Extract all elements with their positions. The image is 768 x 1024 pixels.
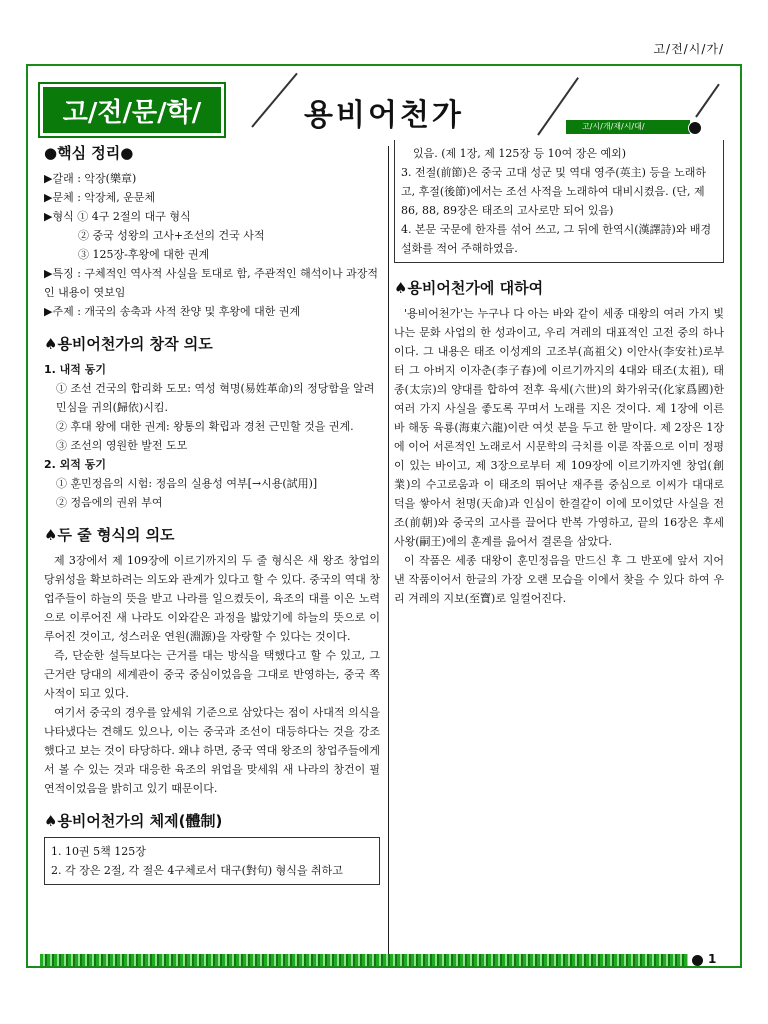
list-item: 4. 본문 국문에 한자를 섞어 쓰고, 그 뒤에 한역시(漢譯詩)와 배경 설화를 적어 주해하였음. [401, 223, 712, 255]
list-item: ▶형식 ① 4구 2절의 대구 형식 [44, 210, 191, 223]
list-item: ② 정음에의 권위 부여 [56, 496, 163, 509]
bullet-dot-icon [688, 121, 702, 135]
list-item: ③ 조선의 영원한 발전 도모 [56, 439, 188, 452]
category-label: 고/전/문/학/ [40, 84, 224, 136]
page-number: 1 [708, 952, 717, 966]
list-item: ③ 125장-후왕에 대한 권계 [78, 248, 210, 261]
list-item: ② 중국 성왕의 고사+조선의 건국 사적 [78, 229, 265, 242]
footer-bar [40, 954, 688, 966]
section-title: ♠용비어천가의 창작 의도 [44, 335, 213, 353]
section-title: ♠두 줄 형식의 의도 [44, 526, 175, 544]
column-divider [388, 146, 389, 958]
subheading: 2. 외적 동기 [44, 458, 106, 471]
bullet-dot-icon [692, 955, 703, 966]
list-item: ▶주제 : 개국의 송축과 사적 찬양 및 후왕에 대한 권계 [44, 305, 301, 318]
list-item: ▶문체 : 악장체, 운문체 [44, 191, 156, 204]
paragraph: 제 3장에서 제 109장에 이르기까지의 두 줄 형식은 새 왕조 창업의 당위성을 확보하려는 의도와 관계가 있다고 할 수 있다. 중국의 역대 창업주들이 하늘의 뜻을 받고 나라를 일으켰듯이, 육조의 대를 이은 노력으로 이루어진 새 나라도 이와같은 과정을 밟았기에 하늘의 뜻으로 이루어진 것이고, 성스러운 연원(淵源)을 자랑할 수 있다는 것이다. [44, 554, 380, 643]
section-title: ●핵심 정리● [44, 144, 134, 162]
list-item: ② 후대 왕에 대한 권계: 왕통의 확립과 경천 근민할 것을 권계. [56, 420, 354, 433]
right-column [394, 140, 724, 608]
list-item: ① 조선 건국의 합리화 도모: 역성 혁명(易姓革命)의 정당함을 알려 민심을 귀의(歸依)시킴. [56, 382, 375, 414]
list-item: 2. 각 장은 2절, 각 절은 4구체로서 대구(對句) 형식을 취하고 [51, 864, 343, 877]
section-title: ♠용비어천가에 대하여 [394, 279, 544, 297]
list-item: ① 훈민정음의 시험: 정음의 실용성 여부[→시용(試用)] [56, 477, 318, 490]
list-item: 1. 10권 5책 125장 [51, 845, 146, 858]
subheading: 1. 내적 동기 [44, 363, 106, 376]
list-item: ▶갈래 : 악장(樂章) [44, 172, 137, 185]
paragraph: 즉, 단순한 설득보다는 근거를 대는 방식을 택했다고 할 수 있고, 그 근거란 당대의 세계관이 중국 중심이었음을 그대로 반영하는, 중국 쪽 사적이 되고 있다. [44, 649, 380, 700]
page-title: 용비어천가 [304, 98, 464, 133]
structure-box [44, 837, 380, 885]
section-title: ♠용비어천가의 체제(體制) [44, 812, 223, 830]
list-item: ▶특징 : 구체적인 역사적 사실을 토대로 함, 주관적인 해석이나 과장적인 내용이 엿보임 [44, 267, 379, 299]
left-column [44, 144, 380, 885]
running-header: 고/전/시/가/ [653, 42, 724, 56]
paragraph: 여기서 중국의 경우를 앞세워 기준으로 삼았다는 점이 사대적 의식을 나타냈다는 견해도 있으나, 이는 중국과 조선이 대등하다는 것을 강조했다고 보는 것이 타당하다. 왜냐 하면, 중국 역대 왕조의 창업주들에게서 볼 수 있는 것과 대응한 육조의 위업을 맞세워 새 나라의 창건이 필연적이었음을 밝히고 있기 때문이다. [44, 706, 380, 795]
paragraph: '용비어천가'는 누구나 다 아는 바와 같이 세종 대왕의 여러 가지 빛나는 문화 사업의 한 성과이고, 우리 겨레의 대표적인 고전 중의 하나이다. 그 내용은 태조 이성계의 고조부(高祖父) 이안사(李安社)로부터 그 아버지 이자춘(李子春)에 이르기까지의 4대와 태조(太祖), 태종(太宗)의 양대를 합하여 전후 육세(六世)의 화가위국(化家爲國)한 여러 가지 사실을 좋도록 꾸며서 노래를 지은 것이다. 제 1장에 이른바 해동 육룡(海東六龍)이란 여섯 분을 두고 한 말이다. 제 2장은 1장에 이어 서론적인 노래로서 시문학의 극치를 이룬 작품으로 이미 정평이 있는 바이고, 제 3장으로부터 제 109장에 이르기까지엔 창업(創業)의 수고로움과 이 태조의 뛰어난 재주를 중심으로 이씨가 대대로 덕을 쌓아서 천명(天命)과 인심이 한결같이 이에 모이었단 사실을 전조(前朝)와 중국의 고사를 끌어다 반복 가영하고, 끝의 16장은 후세 사왕(嗣王)에의 훈계를 읊어서 결론을 삼았다. [394, 307, 724, 548]
list-item: 3. 전절(前節)은 중국 고대 성군 및 역대 영주(英主) 등을 노래하고, 후절(後節)에서는 조선 사적을 노래하여 대비시켰음. (단, 제 86, 88, 89장은 태조의 고사로만 되어 있음) [401, 166, 707, 217]
structure-box-continued [394, 140, 724, 263]
list-item: 있음. (제 1장, 제 125장 등 10여 장은 예외) [413, 147, 627, 160]
header-tab: 고/시/개/재/시/대/ [566, 120, 690, 134]
paragraph: 이 작품은 세종 대왕이 훈민정음을 만드신 후 그 반포에 앞서 지어 낸 작품이어서 한글의 가장 오랜 모습을 이에서 찾을 수 있다 하여 우리 겨레의 지보(至寶)로 일컬어진다. [394, 554, 724, 605]
